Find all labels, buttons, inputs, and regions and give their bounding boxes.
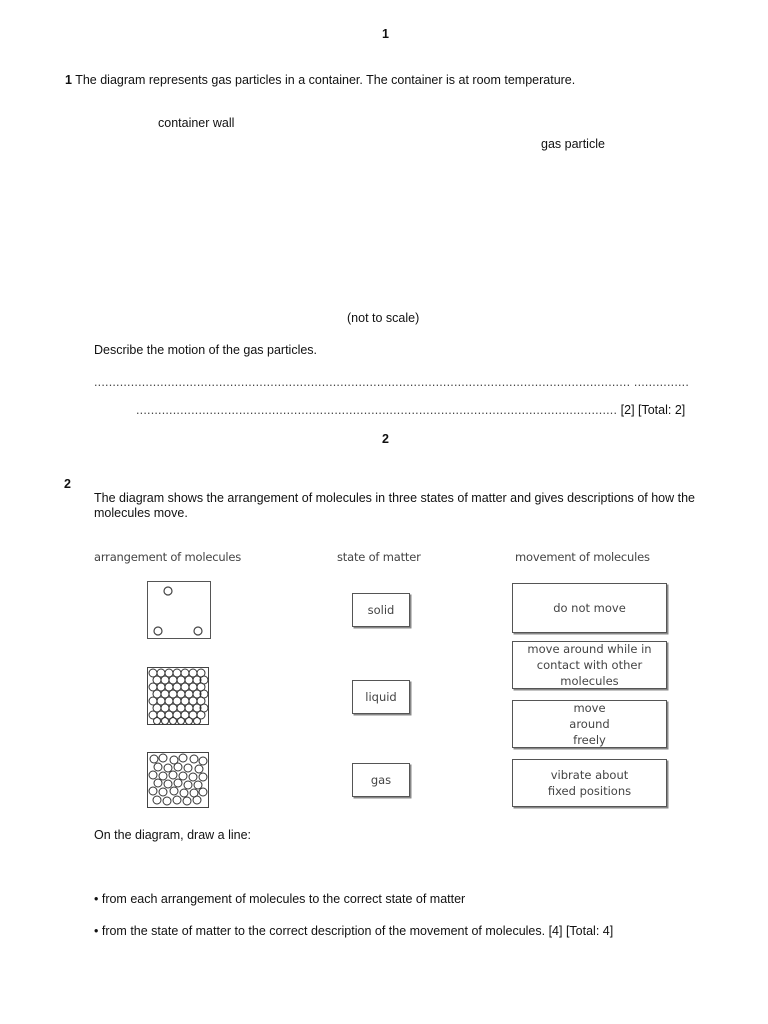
question-1-intro: The diagram represents gas particles in a container. The container is at room temperature. <box>75 73 576 87</box>
state-box-gas: gas <box>352 763 410 797</box>
liquid-particles-icon <box>147 752 209 808</box>
state-box-solid: solid <box>352 593 410 627</box>
movement-box-move-freely: move around freely <box>512 700 667 748</box>
movement-heading: movement of molecules <box>515 550 650 564</box>
movement-box-vibrate: vibrate about fixed positions <box>512 759 667 807</box>
arrangement-heading: arrangement of molecules <box>94 550 242 564</box>
movement-box-do-not-move: do not move <box>512 583 667 633</box>
answer-line-with-marks <box>136 403 685 417</box>
gas-particles-icon <box>148 582 210 638</box>
answer-line: .................................................................................................................................................. ............... <box>94 375 690 389</box>
not-to-scale-note: (not to scale) <box>347 311 420 325</box>
arrangement-solid-diagram <box>147 667 209 725</box>
page-number: 1 <box>382 27 389 41</box>
movement-box-move-in-contact: move around while in contact with other molecules <box>512 641 667 689</box>
state-box-liquid: liquid <box>352 680 410 714</box>
container-wall-label: container wall <box>158 116 235 130</box>
instruction-bullet: • from the state of matter to the correct description of the movement of molecules. [4] [Total: 4] <box>94 924 614 938</box>
question-1-number: 1 <box>65 73 72 87</box>
question-2-number: 2 <box>64 477 71 491</box>
arrangement-gas-diagram <box>147 581 211 639</box>
gas-particle-label: gas particle <box>541 137 605 151</box>
answer-line: ................................................................................................................................... <box>136 403 618 417</box>
question-2-instruction: On the diagram, draw a line: <box>94 828 252 842</box>
instruction-bullet: • from each arrangement of molecules to the correct state of matter <box>94 892 466 906</box>
question-2-intro: The diagram shows the arrangement of molecules in three states of matter and gives descriptions of how the molecules move. <box>94 491 696 520</box>
arrangement-liquid-diagram <box>147 752 209 808</box>
question-1-prompt: Describe the motion of the gas particles. <box>94 343 318 357</box>
page-number: 2 <box>382 432 389 446</box>
solid-lattice-icon <box>147 667 209 725</box>
question-1-marks: [2] [Total: 2] <box>620 403 686 417</box>
question-1-intro-line <box>65 73 575 87</box>
state-heading: state of matter <box>337 550 421 564</box>
